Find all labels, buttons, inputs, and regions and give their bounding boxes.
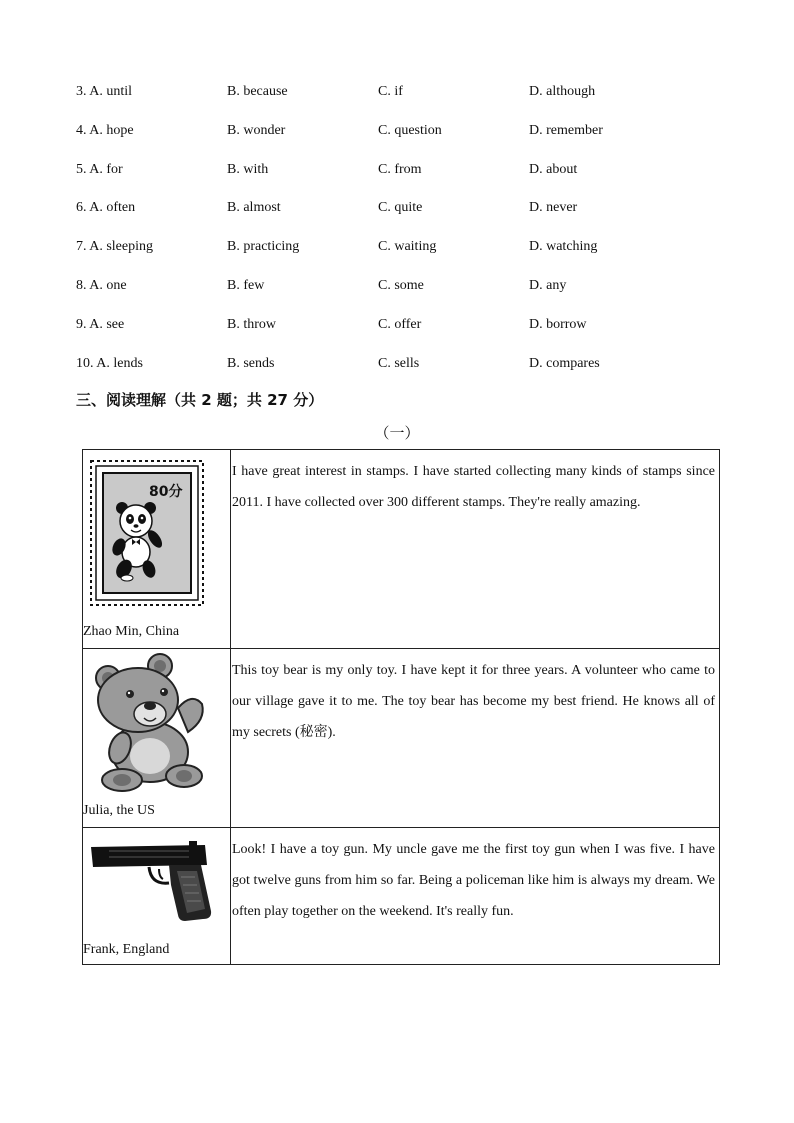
option-c: C. quite — [378, 200, 423, 216]
option-b: B. throw — [227, 316, 276, 332]
entry-text: I have great interest in stamps. I have started collecting many kinds of stamps since 2011. I have collected over 300 different stamps. They're really amazing. — [231, 450, 720, 649]
section-title: 三、阅读理解（共 2 题；共 27 分） — [76, 391, 324, 409]
option-d: D. borrow — [529, 316, 587, 332]
option-b: B. almost — [227, 200, 281, 216]
entry-caption: Julia, the US — [83, 803, 155, 818]
option-b: B. practicing — [227, 239, 300, 255]
option-b: B. because — [227, 84, 288, 99]
entry-text: Look! I have a toy gun. My uncle gave me the first toy gun when I was five. I have got twelve guns from him so far. Being a policeman like him is always my dream. We often play together on the weekend. It's really fun. — [231, 828, 720, 965]
option-row — [0, 278, 794, 317]
option-a: 5. A. for — [76, 161, 123, 177]
reading-table — [82, 449, 720, 965]
panda-stamp-image — [89, 459, 205, 612]
table-row — [83, 649, 720, 828]
option-c: C. if — [378, 84, 403, 99]
option-d: D. any — [529, 277, 567, 293]
option-c: C. waiting — [378, 239, 437, 255]
option-d: D. never — [529, 200, 578, 216]
answer-options — [0, 84, 794, 394]
option-d: D. remember — [529, 122, 603, 138]
option-a: 9. A. see — [76, 316, 125, 332]
option-row — [0, 317, 794, 356]
option-c: C. question — [378, 122, 442, 138]
passage-label: （一） — [374, 424, 420, 442]
option-a: 4. A. hope — [76, 122, 134, 138]
option-c: C. sells — [378, 355, 420, 371]
option-b: B. few — [227, 277, 265, 293]
option-c: C. some — [378, 277, 424, 293]
svg-text:80分: 80分 — [149, 484, 183, 500]
option-d: D. watching — [529, 239, 598, 255]
table-row — [83, 828, 720, 965]
option-b: B. wonder — [227, 122, 286, 138]
option-a: 6. A. often — [76, 200, 136, 216]
option-row — [0, 162, 794, 201]
option-d: D. about — [529, 161, 578, 177]
option-b: B. with — [227, 161, 269, 177]
option-c: C. offer — [378, 316, 422, 332]
entry-text: This toy bear is my only toy. I have kept it for three years. A volunteer who came to our village gave it to me. The toy bear has become my best friend. He knows all of my secrets (秘密). — [231, 649, 720, 828]
option-a: 8. A. one — [76, 277, 127, 293]
entry-caption: Zhao Min, China — [83, 624, 180, 639]
option-a: 3. A. until — [76, 84, 133, 99]
toy-gun-image — [89, 841, 213, 928]
table-row — [83, 450, 720, 649]
option-b: B. sends — [227, 355, 275, 371]
option-d: D. compares — [529, 355, 600, 371]
option-row — [0, 239, 794, 278]
option-c: C. from — [378, 161, 422, 177]
option-a: 10. A. lends — [76, 355, 143, 371]
toy-bear-image — [92, 652, 210, 799]
option-row — [0, 200, 794, 239]
option-row — [0, 123, 794, 162]
image-cell — [83, 828, 231, 965]
entry-caption: Frank, England — [83, 942, 170, 957]
image-cell — [83, 649, 231, 828]
image-cell — [83, 450, 231, 649]
option-row — [0, 84, 794, 123]
option-d: D. although — [529, 84, 596, 99]
option-a: 7. A. sleeping — [76, 239, 153, 255]
